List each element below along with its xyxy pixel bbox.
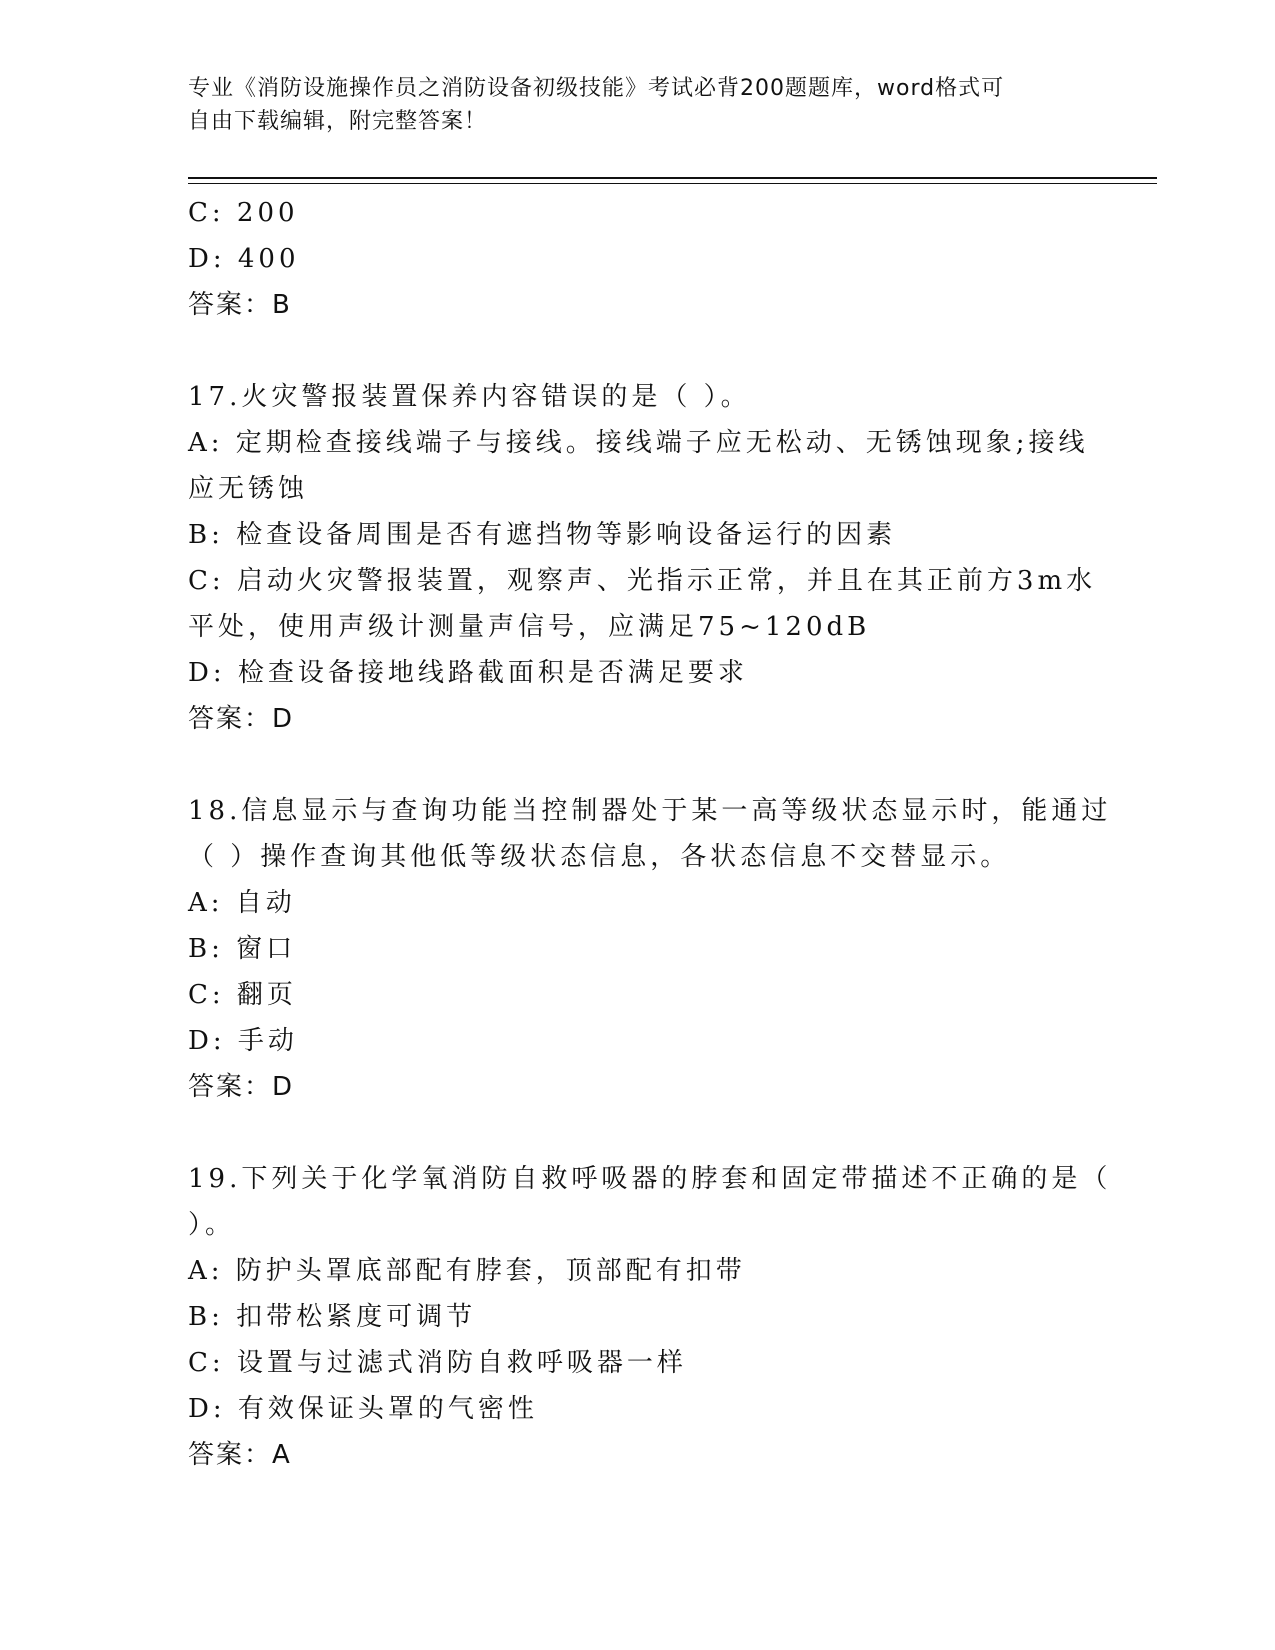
option-c-continued: 平处，使用声级计测量声信号，应满足75~120dB bbox=[188, 612, 871, 642]
option-d: D: 手动 bbox=[188, 1026, 298, 1056]
option-d: D: 有效保证头罩的气密性 bbox=[188, 1394, 538, 1424]
option-b: B: 扣带松紧度可调节 bbox=[188, 1302, 477, 1332]
option-d: D: 检查设备接地线路截面积是否满足要求 bbox=[188, 658, 748, 688]
option-c: C: 设置与过滤式消防自救呼吸器一样 bbox=[188, 1348, 687, 1378]
header-line-1: 专业《消防设施操作员之消防设备初级技能》考试必背200题题库，word格式可 bbox=[188, 76, 1005, 101]
answer-line: 答案：A bbox=[188, 1440, 292, 1470]
option-b: B: 窗口 bbox=[188, 934, 297, 964]
question-stem: 19.下列关于化学氧消防自救呼吸器的脖套和固定带描述不正确的是（ bbox=[188, 1164, 1112, 1194]
answer-line: 答案：D bbox=[188, 704, 295, 734]
question-block bbox=[188, 1156, 1112, 1478]
option-a: A: 定期检查接线端子与接线。接线端子应无松动、无锈蚀现象;接线 bbox=[188, 428, 1089, 458]
answer-line: 答案：D bbox=[188, 1072, 295, 1102]
question-block bbox=[188, 788, 1112, 1110]
option-a-continued: 应无锈蚀 bbox=[188, 474, 309, 504]
document-body bbox=[188, 190, 1112, 1478]
question-stem-continued: （ ）操作查询其他低等级状态信息，各状态信息不交替显示。 bbox=[188, 842, 1011, 872]
question-block bbox=[188, 374, 1097, 742]
header-divider-thin bbox=[188, 183, 1157, 184]
header-divider-thick bbox=[188, 177, 1157, 179]
option-b: B: 检查设备周围是否有遮挡物等影响设备运行的因素 bbox=[188, 520, 897, 550]
question-stem: 17.火灾警报装置保养内容错误的是（ ）。 bbox=[188, 382, 751, 412]
question-stem: 18.信息显示与查询功能当控制器处于某一高等级状态显示时，能通过 bbox=[188, 796, 1112, 826]
header-line-2: 自由下载编辑，附完整答案！ bbox=[188, 109, 488, 134]
document-header bbox=[188, 72, 1068, 138]
option-d: D: 400 bbox=[188, 244, 300, 274]
question-stem-continued: ）。 bbox=[188, 1210, 236, 1240]
option-a: A: 防护头罩底部配有脖套，顶部配有扣带 bbox=[188, 1256, 746, 1286]
option-a: A: 自动 bbox=[188, 888, 296, 918]
option-c: C: 启动火灾警报装置，观察声、光指示正常，并且在其正前方3m水 bbox=[188, 566, 1097, 596]
answer-line: 答案：B bbox=[188, 290, 292, 320]
option-c: C: 翻页 bbox=[188, 980, 297, 1010]
option-c: C: 200 bbox=[188, 198, 299, 228]
